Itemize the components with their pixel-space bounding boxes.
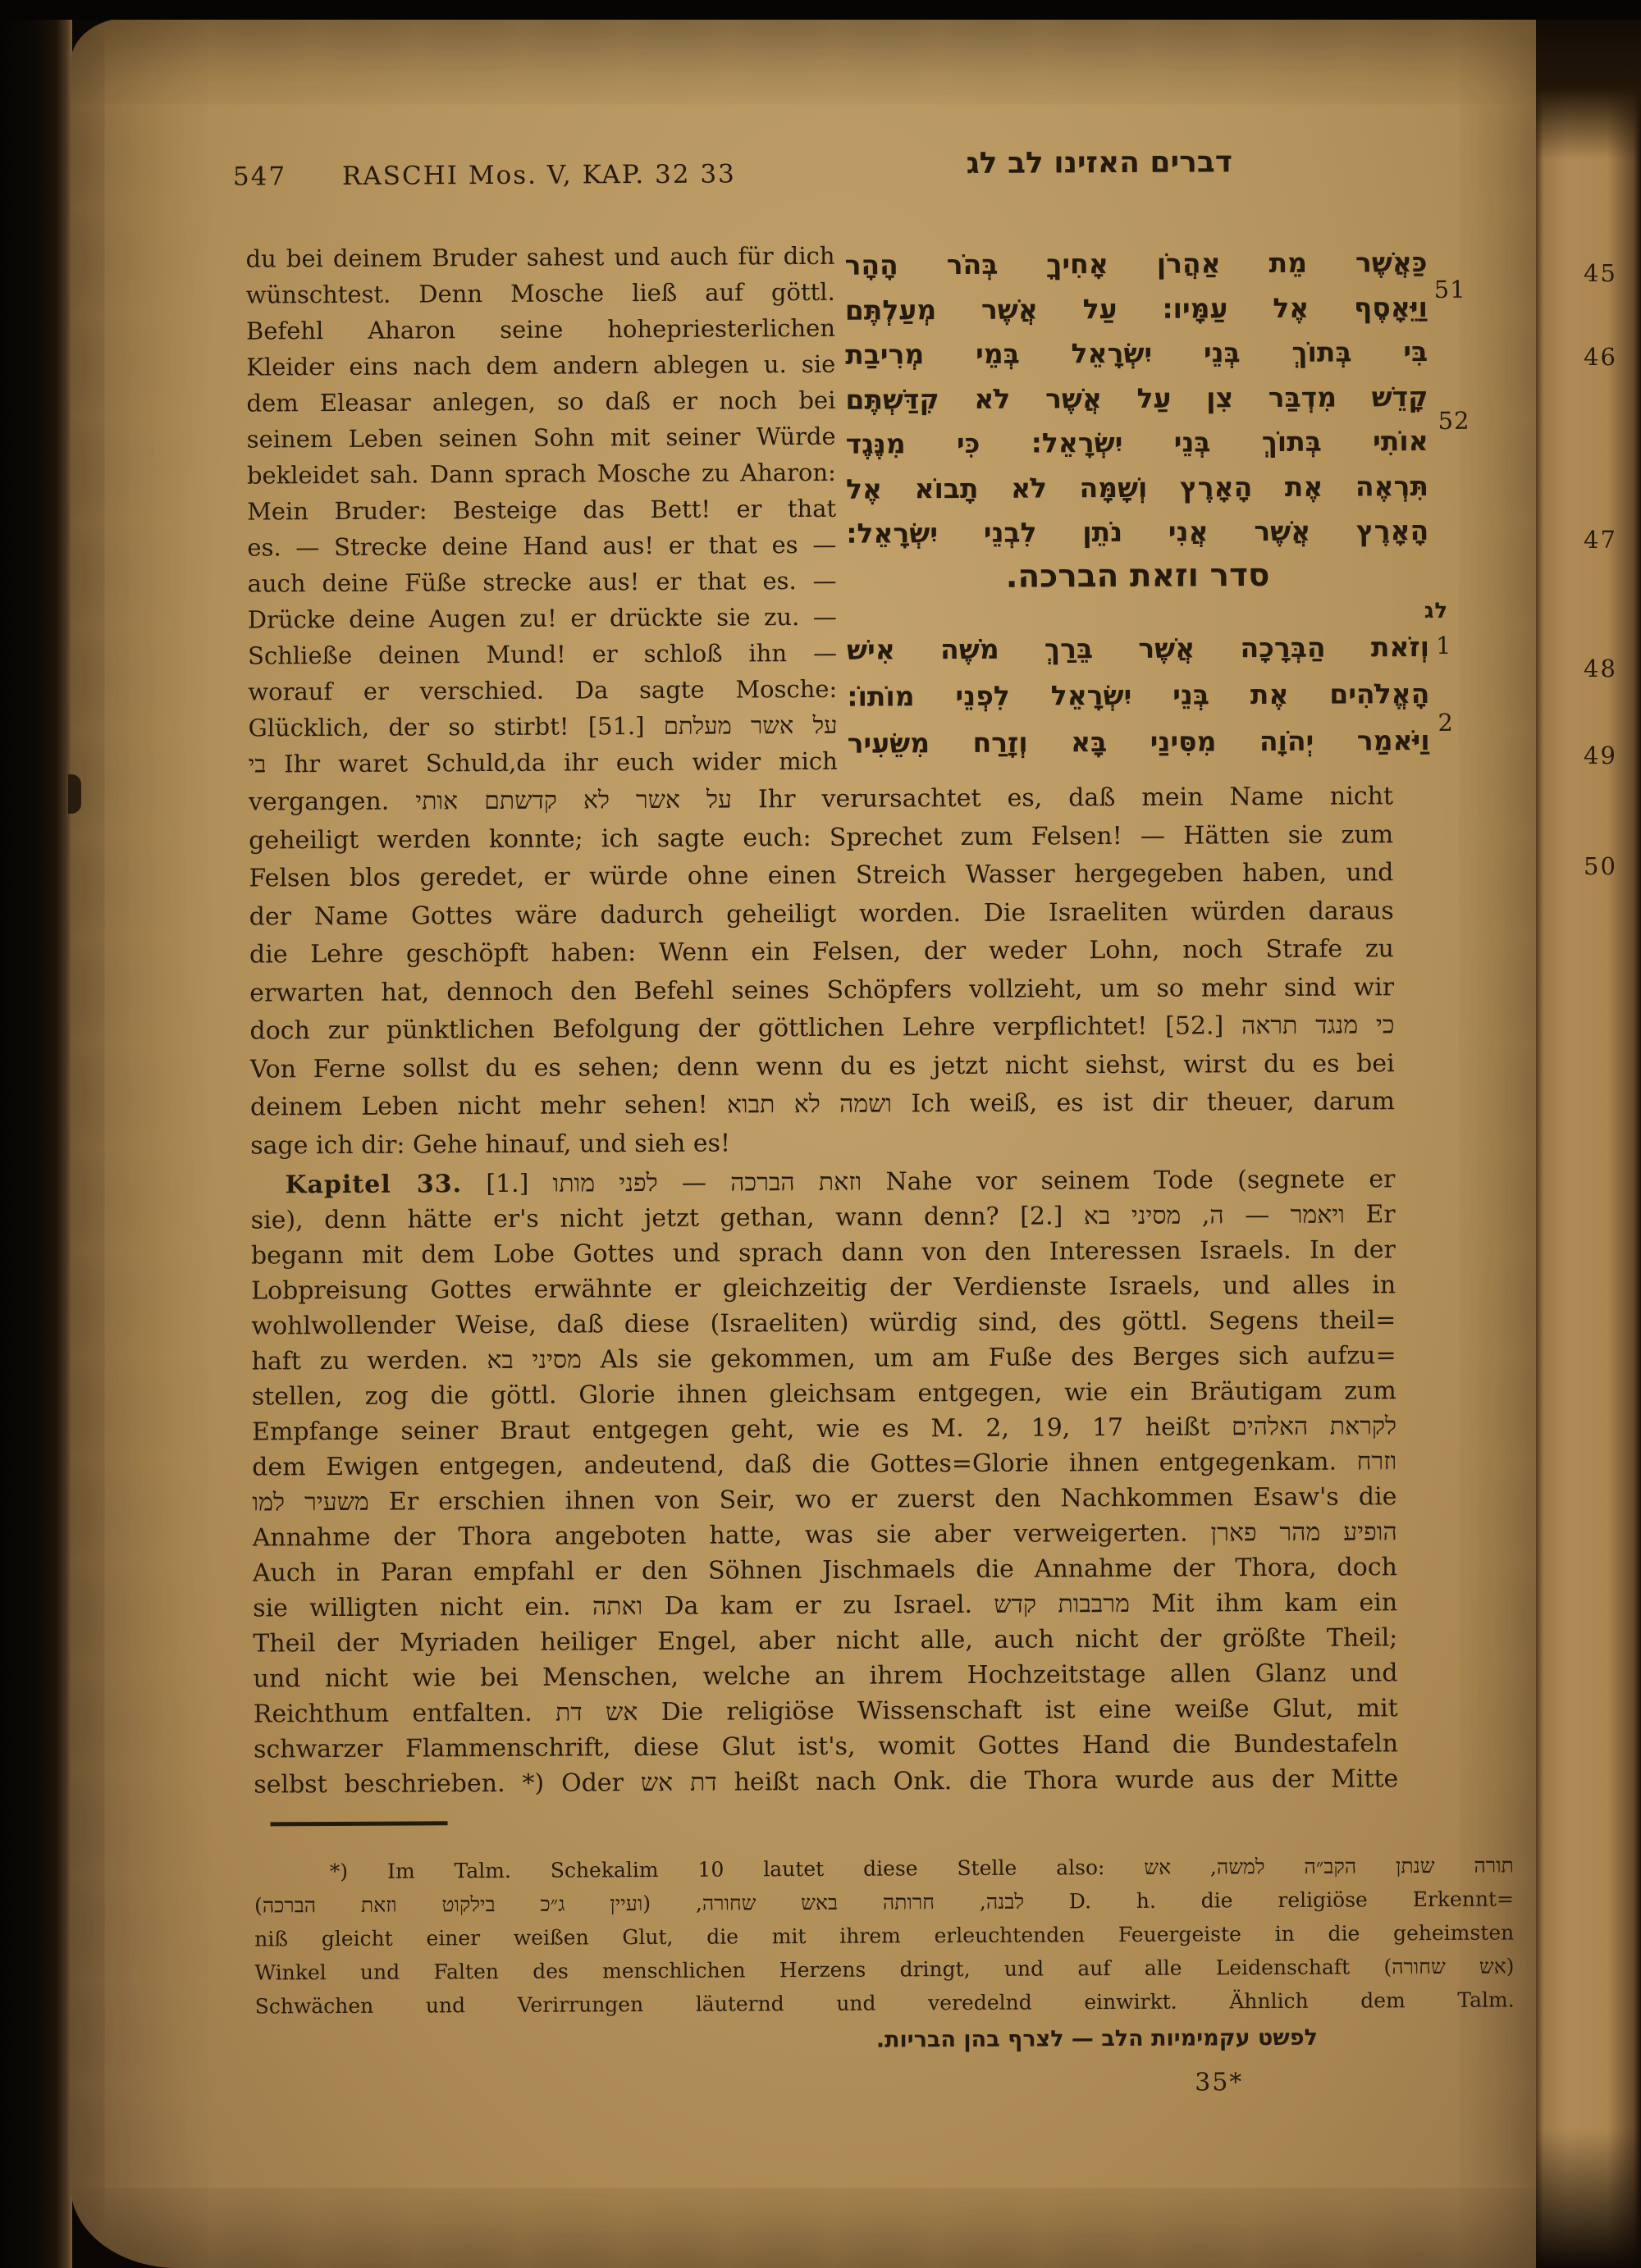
verse-number-51: 51 [1433,275,1466,303]
hebrew-verse-line: וְזֹאת הַבְּרָכָה אֲשֶׁר בֵּרַךְ מֹשֶׁה אִישׁ [846,631,1430,666]
commentary-line: Annahme der Thora angeboten hatte, was sie aber verweigerten. הופיע מהר פארן [252,1517,1397,1553]
footnote-line: niß gleicht einer weißen Glut, die mit ihrem erleuchtenden Feuergeiste in die geheimsten [254,1920,1515,1951]
hebrew-verse-column-33 [847,623,1430,767]
commentary-line: sage ich dir: Gehe hinauf, und sieh es! [250,1128,731,1161]
german-column-line: auch deine Füße strecke aus! er that es. — [247,566,837,598]
commentary-line: doch zur pünktlichen Befolgung der göttlichen Lehre verpflichtet! [52.] כי מנגד תראה [249,1011,1395,1046]
footnote-hebrew-line: לפשט עקמימיות הלב — לצרף בהן הבריות. [875,2024,1318,2053]
commentary-line: vergangen. על אשר לא קדשתם אותי Ihr verursachtet es, daß mein Name nicht [248,782,1394,817]
chapter-marker-33: לג [1424,598,1449,624]
hebrew-verse-line: בִּי בְּתוֹךְ בְּנֵי יִשְׂרָאֵל בְּמֵי מְרִיבַת [845,335,1428,371]
footnote [254,1849,1515,2024]
hebrew-verse-line: קָדֵשׁ מִדְבַּר צִן עַל אֲשֶׁר לֹא קִדַּשְׁתֶּם [845,380,1428,416]
printers-mark: 35* [1195,2068,1244,2097]
german-column-line: Kleider eins nach dem andern ablegen u. sie [246,349,836,381]
book-page [71,18,1538,2268]
commentary-paragraph [249,778,1395,1165]
german-column-line: dem Eleasar anlegen, so daß er noch bei [246,386,836,418]
adjacent-page-verse-number: 47 [1584,526,1617,554]
commentary-line: Lobpreisung Gottes erwähnte er gleichzeitig der Verdienste Israels, und alles in [251,1271,1396,1306]
book-binding [0,0,72,2268]
kapitel-lines [251,1197,1399,1802]
commentary-line: der Name Gottes wäre dadurch geheiligt worden. Die Israeliten würden daraus [249,896,1394,932]
commentary-line: Felsen blos geredet, er würde ohne einen Streich Wasser hergegeben haben, und [249,858,1394,893]
german-column-line: worauf er verschied. Da sagte Mosche: [248,674,838,706]
adjacent-page-verse-number: 45 [1584,259,1617,287]
commentary-line: wohlwollender Weise, daß diese (Israeliten) würdig sind, des göttl. Segens theil= [251,1306,1396,1341]
german-column-line: du bei deinem Bruder sahest und auch für dich [245,241,835,273]
footnote-rule [271,1821,448,1826]
section-heading: סדר וזאת הברכה. [1005,557,1270,596]
hebrew-verse-line: אוֹתִי בְּתוֹךְ בְּנֵי יִשְׂרָאֵל: כִּי מִנֶּגֶד [845,425,1428,460]
commentary-line: Reichthum entfalten. אש דת Die religiöse Wissenschaft ist eine weiße Glut, mit [253,1694,1398,1729]
verse-number-52: 52 [1438,406,1470,435]
footnote-line: לבנה, חרותה באש שחורה, (ועיין ג״כ בילקוט וזאת הברכה) D. h. die religiöse Erkennt= [254,1887,1515,1918]
adjacent-page-edge [1536,0,1641,2268]
commentary-line: Empfange seiner Braut entgegen geht, wie es M. 2, 19, 17 heißt לקראת האלהים [251,1412,1397,1447]
hebrew-verse-line: הָאָרֶץ אֲשֶׁר אֲנִי נֹתֵן לִבְנֵי יִשְׂרָאֵל: [846,514,1429,550]
german-column-line: בי Ihr waret Schuld,da ihr euch wider mich [248,746,838,778]
commentary-line: schwarzer Flammenschrift, diese Glut ist's, womit Gottes Hand die Bundestafeln [253,1729,1399,1764]
kapitel-first-line [250,1161,1395,1202]
page-content [71,14,1549,2268]
german-column-line: Schließe deinen Mund! er schloß ihn — [247,638,838,670]
german-column-line: Drücke deine Augen zu! er drückte sie zu. — [247,602,837,634]
adjacent-page-verse-number: 50 [1584,852,1617,880]
kapitel-first-line-text: [1.] וזאת הברכה — לפני מותו Nahe vor seinem Tode (segnete er [461,1165,1396,1199]
commentary-line: stellen, zog die göttl. Glorie ihnen gleichsam entgegen, wie ein Bräutigam zum [251,1376,1396,1412]
commentary-line: erwarten hat, dennoch den Befehl seines Schöpfers vollzieht, um so mehr sind wir [249,972,1395,1008]
hebrew-verse-line: וַיֵּאָסֶף אֶל עַמָּיו: עַל אֲשֶׁר מְעַלְתֶּם [844,290,1428,326]
commentary-line: und nicht wie bei Menschen, welche an ihrem Hochzeitstage allen Glanz und [253,1659,1398,1694]
hebrew-verse-line: כַּאֲשֶׁר מֵת אַהֲרֹן אָחִיךָ בְּהֹר הָהָר [844,246,1428,281]
page-edge-tear [68,774,81,814]
kapitel-33-section [250,1161,1398,1802]
running-header-title: RASCHI Mos. V, KAP. 32 33 [341,159,736,191]
german-column-line: Glücklich, der so stirbt! [51.] על אשר מעלתם [248,710,838,742]
german-translation-column [245,238,837,783]
footnote-line: Schwächen und Verirrungen läuternd und veredelnd einwirkt. Ähnlich dem Talm. [254,1987,1515,2019]
verse-number-1: 1 [1435,631,1452,659]
hebrew-verse-line: וַיֹּאמַר יְהֹוָה מִסִּינַי בָּא וְזָרַח מִשֵּׂעִיר [847,724,1430,760]
commentary-line: selbst beschrieben. *) Oder דת אש heißt nach Onk. die Thora wurde aus der Mitte [254,1764,1399,1800]
adjacent-page-verse-number: 46 [1584,343,1617,371]
commentary-line: sie willigten nicht ein. ואתה Da kam er zu Israel. מרבבות קדש Mit ihm kam ein [253,1588,1398,1623]
verse-number-2: 2 [1438,708,1455,737]
hebrew-verse-column-32 [844,240,1428,556]
commentary-line: deinem Leben nicht mehr sehen! ושמה לא תבוא Ich weiß, es ist dir theuer, darum [249,1087,1396,1122]
german-column-line: Mein Bruder: Besteige das Bett! er that [247,494,837,526]
commentary-line: Von Ferne sollst du es sehen; denn wenn du es jetzt nicht siehst, wirst du es bei [249,1048,1395,1084]
footnote-line: Winkel und Falten des menschlichen Herzens dringt, und auf alle Leidenschaft (אש שחורה) [254,1954,1515,1985]
scan-top-shadow [0,0,1641,20]
kapitel-heading: Kapitel 33. [285,1170,463,1200]
commentary-line: Auch in Paran empfahl er den Söhnen Jischmaels die Annahme der Thora, doch [252,1553,1397,1588]
hebrew-verse-line: הָאֱלֹהִים אֶת בְּנֵי יִשְׂרָאֵל לִפְנֵי מוֹתוֹ: [847,678,1430,713]
german-column-line: bekleidet sah. Dann sprach Mosche zu Aharon: [246,458,836,490]
german-column-line: Befehl Aharon seine hohepriesterlichen [245,313,836,345]
commentary-line: Theil der Myriaden heiliger Engel, aber nicht alle, auch nicht der größte Theil; [253,1623,1398,1659]
german-column-line: seinem Leben seinen Sohn mit seiner Würde [246,422,836,454]
page-number: 547 [232,162,287,192]
running-header-hebrew: דברים האזינו לב לג [966,145,1233,180]
commentary-line: dem Ewigen entgegen, andeutend, daß die Gottes=Glorie ihnen entgegenkam. וזרח [252,1447,1397,1482]
commentary-line: משעיר למו Er erschien ihnen von Seir, wo er zuerst den Nachkommen Esaw's die [252,1482,1397,1517]
adjacent-page-verse-number: 48 [1584,655,1617,682]
adjacent-page-verse-number: 49 [1584,742,1617,769]
commentary-line: die Lehre geschöpft haben: Wenn ein Felsen, der weder Lohn, noch Strafe zu [249,934,1395,970]
hebrew-verse-line: תִּרְאֶה אֶת הָאָרֶץ וְשָׁמָּה לֹא תָבוֹא אֶל [845,469,1429,505]
commentary-line: sie), denn hätte er's nicht jetzt gethan, wann denn? [2.] ויאמר — ה, מסיני בא Er [250,1200,1396,1235]
commentary-line: geheiligt werden konnte; ich sagte euch: Sprechet zum Felsen! — Hätten sie zum [249,819,1394,856]
commentary-line: haft zu werden. מסיני בא Als sie gekommen, um am Fuße des Berges sich aufzu= [251,1341,1396,1376]
footnote-line: *) Im Talm. Schekalim 10 lautet diese Stelle also: תורה שנתן הקב״ה למשה, אש [329,1853,1514,1884]
german-column-line: es. — Strecke deine Hand aus! er that es — [247,530,837,562]
german-column-line: wünschtest. Denn Mosche ließ auf göttl. [245,277,835,309]
commentary-line: begann mit dem Lobe Gottes und sprach dann von den Interessen Israels. In der [250,1235,1396,1271]
